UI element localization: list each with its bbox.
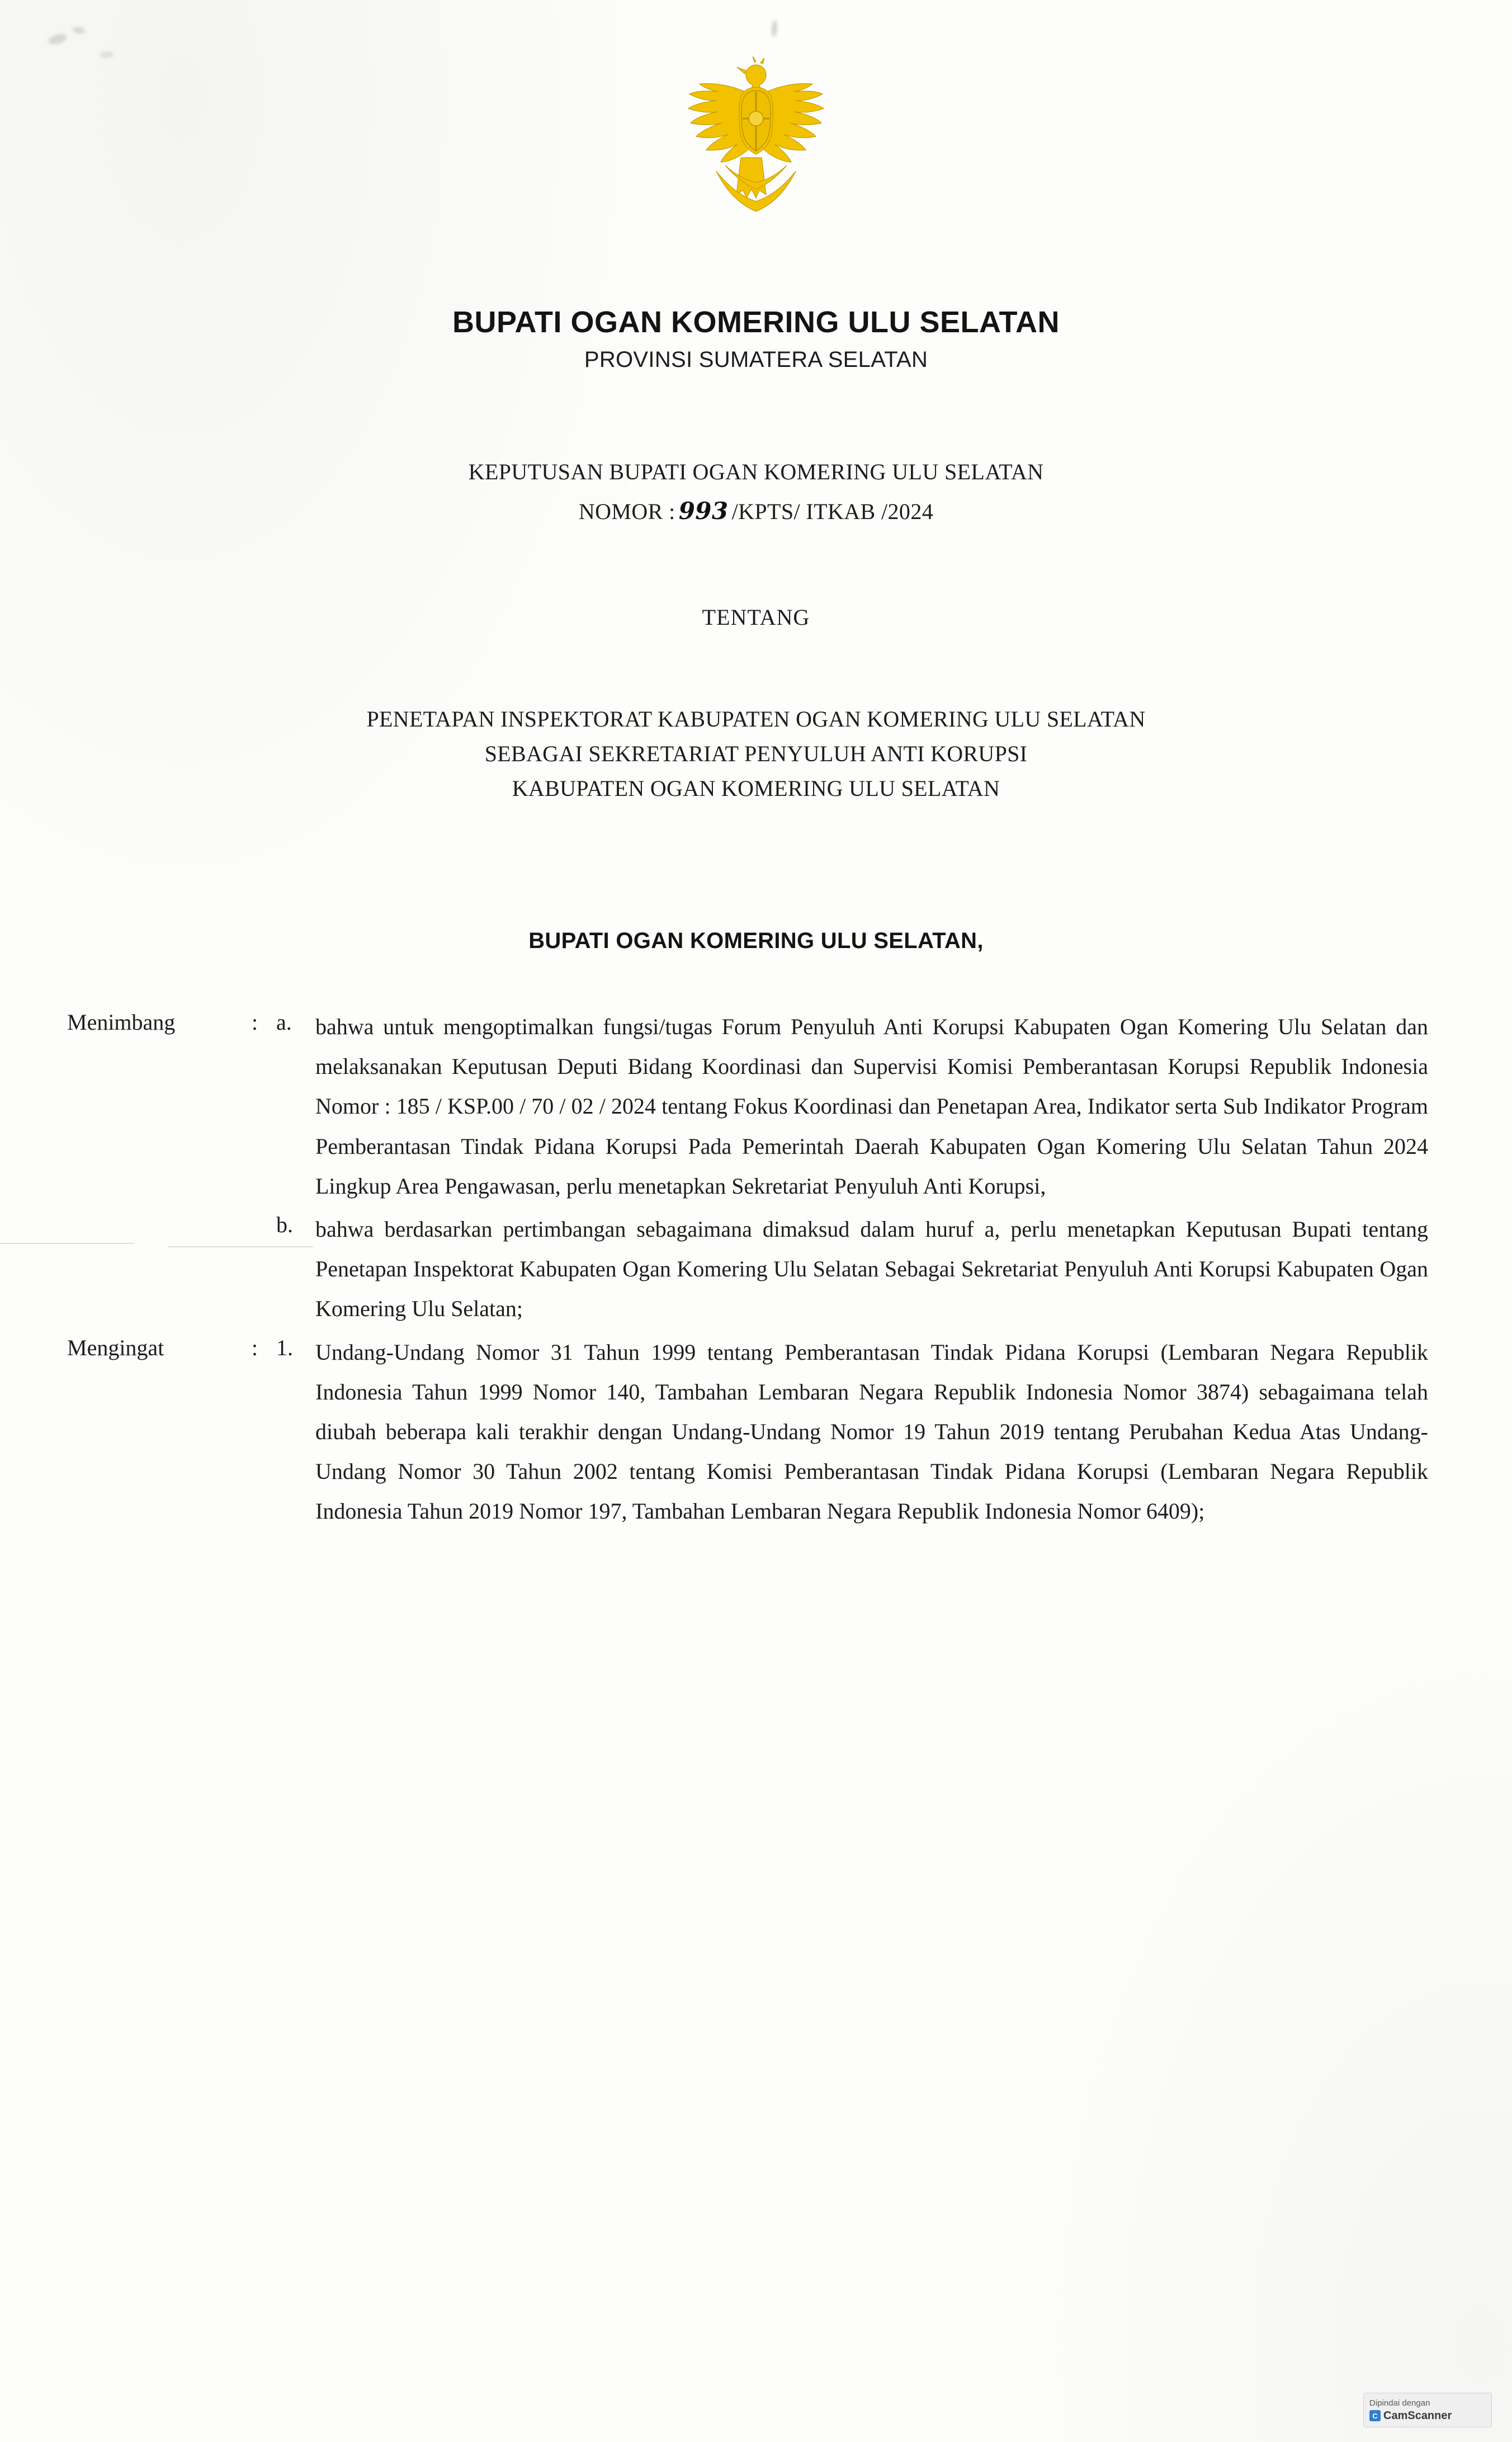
- scan-smudge: [47, 32, 68, 46]
- decree-identification: [0, 459, 1512, 525]
- clause-label-spacer: [67, 1209, 252, 1211]
- clause-enum-b: b.: [276, 1211, 293, 1237]
- clause-label-mengingat: Mengingat: [67, 1335, 164, 1360]
- page-title: BUPATI OGAN KOMERING ULU SELATAN: [452, 305, 1060, 339]
- tentang-label: TENTANG: [702, 605, 810, 630]
- clause-enum-a: a.: [276, 1010, 292, 1035]
- decree-number-line: [0, 497, 1512, 525]
- document-header: [0, 305, 1512, 373]
- province-subtitle: PROVINSI SUMATERA SELATAN: [584, 347, 928, 372]
- scan-smudge: [72, 26, 86, 35]
- camscanner-watermark: [1363, 2393, 1492, 2427]
- clause-enum-1: 1.: [276, 1335, 293, 1360]
- clause-menimbang-b: [67, 1209, 1428, 1329]
- clause-mengingat-1: [67, 1332, 1428, 1531]
- clause-colon: :: [252, 1010, 258, 1035]
- clause-colon: :: [252, 1335, 258, 1360]
- document-body: [67, 1007, 1428, 1531]
- clause-text-mengingat-1: Undang-Undang Nomor 31 Tahun 1999 tentang Pemberantasan Tindak Pidana Korupsi (Lembaran Negara Republik Indonesia Tahun 1999 Nomor 140, Tambahan Lembaran Negara Republik Indonesia Nomor 3874) sebagaimana telah diubah beberapa kali terakhir dengan Undang-Undang Nomor 19 Tahun 2019 tentang Perubahan Kedua Atas Undang-Undang Nomor 30 Tahun 2002 tentang Komisi Pemberantasan Tindak Pidana Korupsi (Lembaran Negara Republik Indonesia Tahun 2019 Nomor 197, Tambahan Lembaran Negara Republik Indonesia Nomor 6409);: [315, 1339, 1428, 1524]
- scan-smudge: [771, 20, 778, 37]
- scan-smudge: [99, 51, 114, 59]
- clause-menimbang-a: [67, 1007, 1428, 1206]
- watermark-app-name: CamScanner: [1383, 2409, 1452, 2422]
- decree-subject: [0, 702, 1512, 806]
- subject-line-1: PENETAPAN INSPEKTORAT KABUPATEN OGAN KOMERING ULU SELATAN: [366, 706, 1146, 732]
- camscanner-logo-icon: C: [1369, 2410, 1381, 2421]
- garuda-pancasila-emblem: [658, 56, 854, 224]
- subject-line-3: KABUPATEN OGAN KOMERING ULU SELATAN: [512, 776, 1000, 801]
- nomor-handwritten-value: 993: [678, 497, 729, 525]
- watermark-top-text: Dipindai dengan: [1369, 2398, 1430, 2408]
- signatory-heading: BUPATI OGAN KOMERING ULU SELATAN,: [528, 928, 984, 953]
- subject-line-2: SEBAGAI SEKRETARIAT PENYULUH ANTI KORUPSI: [484, 741, 1028, 766]
- clause-label-menimbang: Menimbang: [67, 1010, 176, 1035]
- nomor-suffix: /KPTS/ ITKAB /2024: [731, 499, 934, 524]
- decree-title-line: KEPUTUSAN BUPATI OGAN KOMERING ULU SELATAN: [468, 459, 1044, 484]
- clause-colon-spacer: [252, 1209, 276, 1211]
- clause-text-menimbang-a: bahwa untuk mengoptimalkan fungsi/tugas Forum Penyuluh Anti Korupsi Kabupaten Ogan Komering Ulu Selatan dan melaksanakan Keputusan Deputi Bidang Koordinasi dan Supervisi Komisi Pemberantasan Korupsi Republik Indonesia Nomor : 185 / KSP.00 / 70 / 02 / 2024 tentang Fokus Koordinasi dan Penetapan Area, Indikator serta Sub Indikator Program Pemberantasan Tindak Pidana Korupsi Pada Pemerintah Daerah Kabupaten Ogan Komering Ulu Selatan Tahun 2024 Lingkup Area Pengawasan, perlu menetapkan Sekretariat Penyuluh Anti Korupsi,: [315, 1014, 1428, 1199]
- nomor-prefix: NOMOR :: [578, 499, 675, 524]
- clause-text-menimbang-b: bahwa berdasarkan pertimbangan sebagaimana dimaksud dalam huruf a, perlu menetapkan Keputusan Bupati tentang Penetapan Inspektorat Kabupaten Ogan Komering Ulu Selatan Sebagai Sekretariat Penyuluh Anti Korupsi Kabupaten Ogan Komering Ulu Selatan;: [315, 1216, 1428, 1322]
